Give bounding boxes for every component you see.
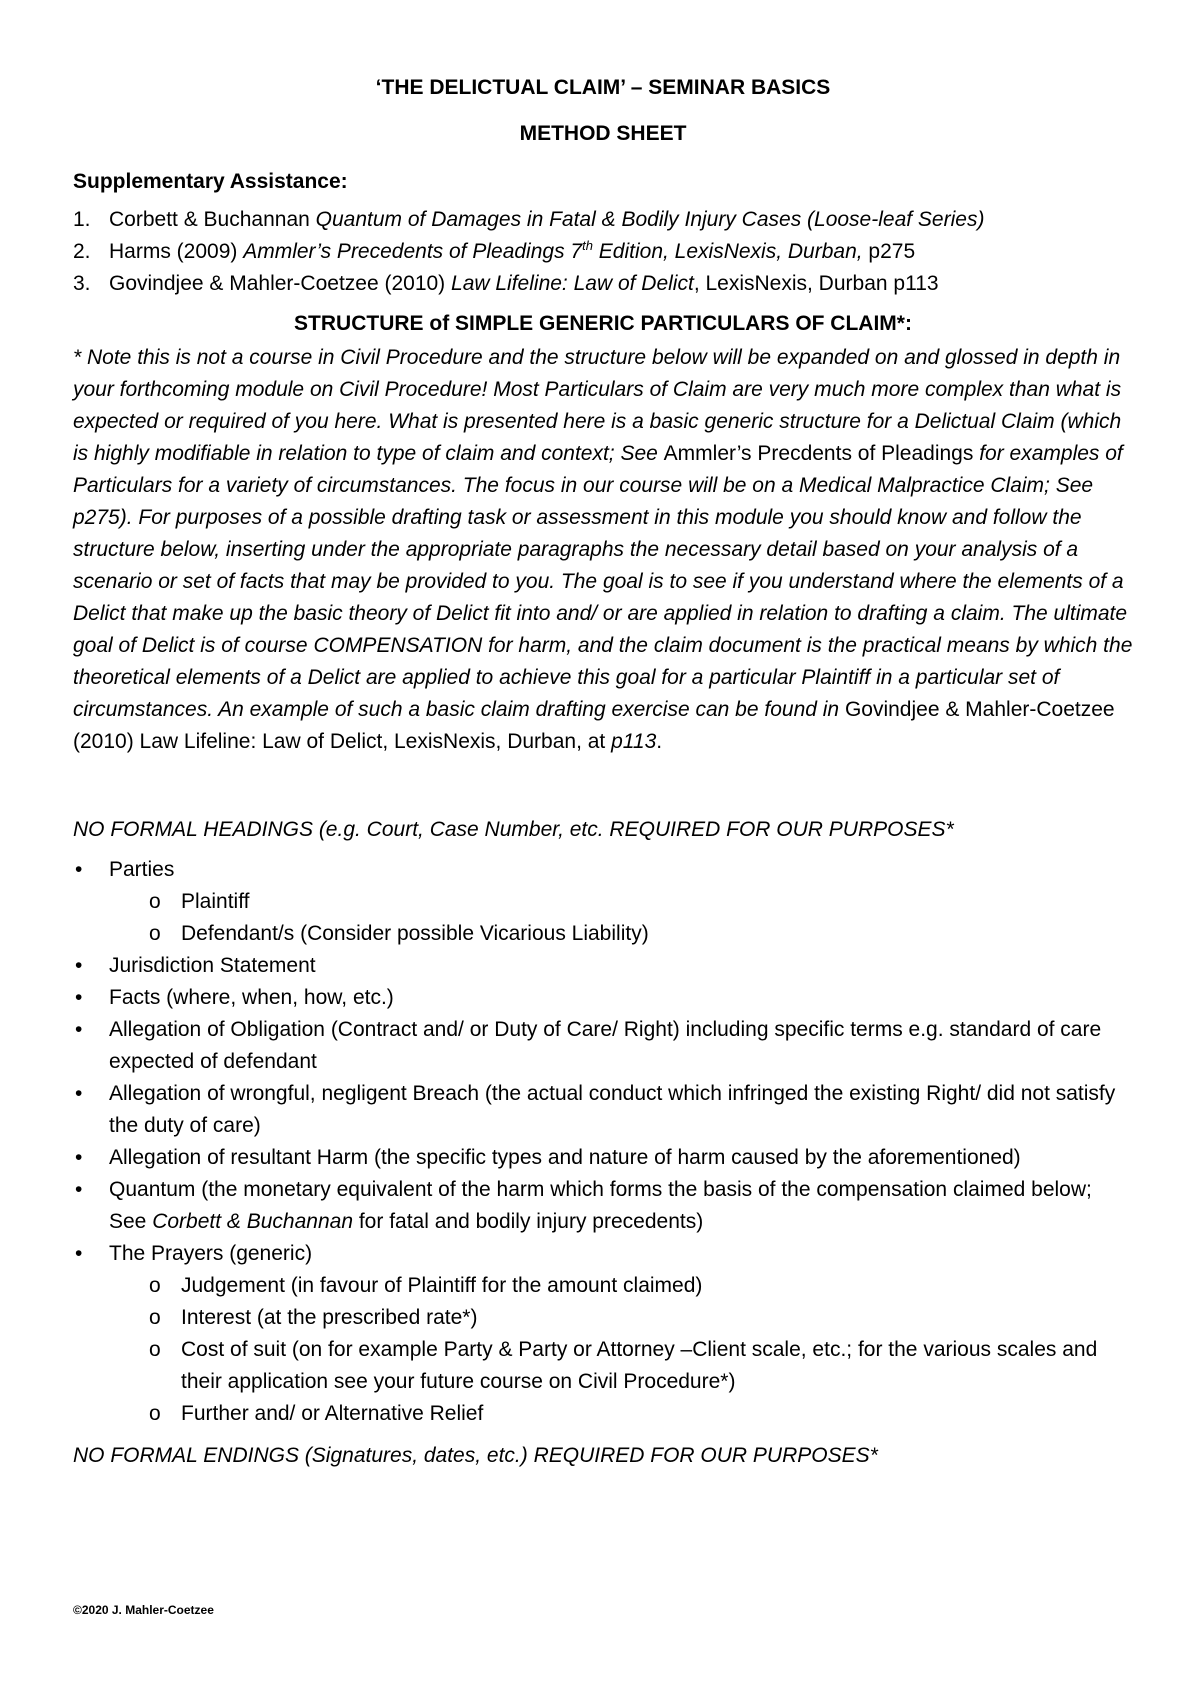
reference-number: 3. [73,272,91,295]
sub-list [109,1270,1133,1430]
reference-item [73,204,1133,236]
sub-bullet-icon: o [149,1306,161,1329]
reference-author: Harms (2009) [109,240,244,263]
list-item-text: Jurisdiction Statement [109,954,316,977]
no-headings-note: NO FORMAL HEADINGS (e.g. Court, Case Number, etc. REQUIRED FOR OUR PURPOSES* [73,818,954,841]
copyright-footer: ©2020 J. Mahler-Coetzee [73,1603,214,1617]
spacer [73,758,1133,814]
note-text: * Note this is not a course in Civil Procedure and the structure below will be expanded on and glossed in depth in your forthcoming module on Civil Procedure! Most Particulars of Claim are very much more complex than what is expected or required of you here. What is presented here is a basic generic structure for a Delictual Claim (which is highly modifiable in relation to type of claim and context; See [73,346,1122,465]
bullet-icon: • [75,858,83,881]
sub-list-item [145,1398,1133,1430]
structure-heading: STRUCTURE of SIMPLE GENERIC PARTICULARS OF CLAIM*: [294,312,912,335]
reference-list [73,204,1133,300]
sub-list-item-text: Cost of suit (on for example Party & Party or Attorney –Client scale, etc.; for the various scales and their application see your future course on Civil Procedure*) [181,1338,1098,1393]
note-end: . [656,730,663,753]
no-endings-note: NO FORMAL ENDINGS (Signatures, dates, etc.) REQUIRED FOR OUR PURPOSES* [73,1444,878,1467]
list-item-text: Allegation of Obligation (Contract and/ or Duty of Care/ Right) including specific terms e.g. standard of care expected of defendant [109,1018,1102,1073]
reference-author: Corbett & Buchannan [109,208,316,231]
list-item-text: Allegation of wrongful, negligent Breach (the actual conduct which infringed the existing Right/ did not satisfy the duty of care) [109,1082,1116,1137]
list-item-text: Facts (where, when, how, etc.) [109,986,394,1009]
reference-number: 2. [73,240,91,263]
reference-item [73,236,1133,268]
sub-bullet-icon: o [149,890,161,913]
supplementary-label: Supplementary Assistance: [73,170,348,193]
list-item [73,982,1133,1014]
bullet-icon: • [75,986,83,1009]
list-item-reference: Corbett & Buchannan [152,1210,354,1233]
sub-list-item [145,886,1133,918]
reference-number: 1. [73,208,91,231]
sub-list-item [145,918,1133,950]
list-item [73,1014,1133,1078]
sub-list-item [145,1270,1133,1302]
sub-list-item [145,1302,1133,1334]
list-item [73,1078,1133,1142]
note-reference: Ammler’s Precdents of Pleadings [663,442,974,465]
sub-list-item [145,1334,1133,1398]
sub-list-item-text: Interest (at the prescribed rate*) [181,1306,478,1329]
reference-superscript: th [582,238,593,253]
list-item-text: Allegation of resultant Harm (the specific types and nature of harm caused by the aforementioned) [109,1146,1021,1169]
reference-item [73,268,1133,300]
page-subtitle: METHOD SHEET [519,122,687,145]
note-page: p113 [611,730,657,753]
list-item [73,1174,1133,1238]
note-text-cont: for examples of Particulars for a variety of circumstances. The focus in our course will be on a Medical Malpractice Claim; See p275). For purposes of a possible drafting task or assessment in this module you should know and follow the structure below, inserting under the appropriate paragraphs the necessary detail based on your analysis of a scenario or set of facts that may be provided to you. The goal is to see if you understand where the elements of a Delict that make up the basic theory of Delict fit into and/ or are applied in relation to drafting a claim. The ultimate goal of Delict is of course COMPENSATION for harm, and the claim document is the practical means by which the theoretical elements of a Delict are applied to achieve this goal for a particular Plaintiff in a particular set of circumstances. An example of such a basic claim drafting exercise can be found in [73,442,1133,721]
sub-list-item-text: Further and/ or Alternative Relief [181,1402,484,1425]
sub-bullet-icon: o [149,922,161,945]
bullet-icon: • [75,1242,83,1265]
reference-publisher: , LexisNexis, Durban p113 [693,272,939,295]
sub-list-item-text: Defendant/s (Consider possible Vicarious Liability) [181,922,649,945]
note-reference-2: Govindjee & Mahler-Coetzee (2010) Law Lifeline: Law of Delict, LexisNexis, Durban, at [73,698,1115,753]
list-item-text-cont: for fatal and bodily injury precedents) [353,1210,704,1233]
sub-list [109,886,1133,950]
list-item [73,854,1133,950]
page-title: ‘THE DELICTUAL CLAIM’ – SEMINAR BASICS [375,76,831,99]
list-item [73,950,1133,982]
bullet-icon: • [75,1178,83,1201]
list-item [73,1238,1133,1430]
sub-list-item-text: Plaintiff [181,890,250,913]
note-paragraph [73,342,1133,758]
list-item-text: The Prayers (generic) [109,1242,313,1265]
bullet-icon: • [75,1018,83,1041]
sub-bullet-icon: o [149,1338,161,1361]
reference-page: p275 [862,240,916,263]
reference-author: Govindjee & Mahler-Coetzee (2010) [109,272,452,295]
list-item [73,1142,1133,1174]
sub-bullet-icon: o [149,1274,161,1297]
document-body [73,72,1133,1472]
reference-title: Law Lifeline: Law of Delict [451,272,694,295]
reference-title-cont: Edition, LexisNexis, Durban, [592,240,863,263]
bullet-icon: • [75,1082,83,1105]
bullet-icon: • [75,1146,83,1169]
reference-title: Ammler’s Precedents of Pleadings 7 [243,240,583,263]
sub-list-item-text: Judgement (in favour of Plaintiff for the amount claimed) [181,1274,703,1297]
bullet-icon: • [75,954,83,977]
list-item-text: Quantum (the monetary equivalent of the harm which forms the basis of the compensation claimed below; See [109,1178,1092,1233]
sub-bullet-icon: o [149,1402,161,1425]
list-item-text: Parties [109,858,175,881]
structure-list [73,854,1133,1430]
reference-title: Quantum of Damages in Fatal & Bodily Injury Cases (Loose-leaf Series) [315,208,985,231]
